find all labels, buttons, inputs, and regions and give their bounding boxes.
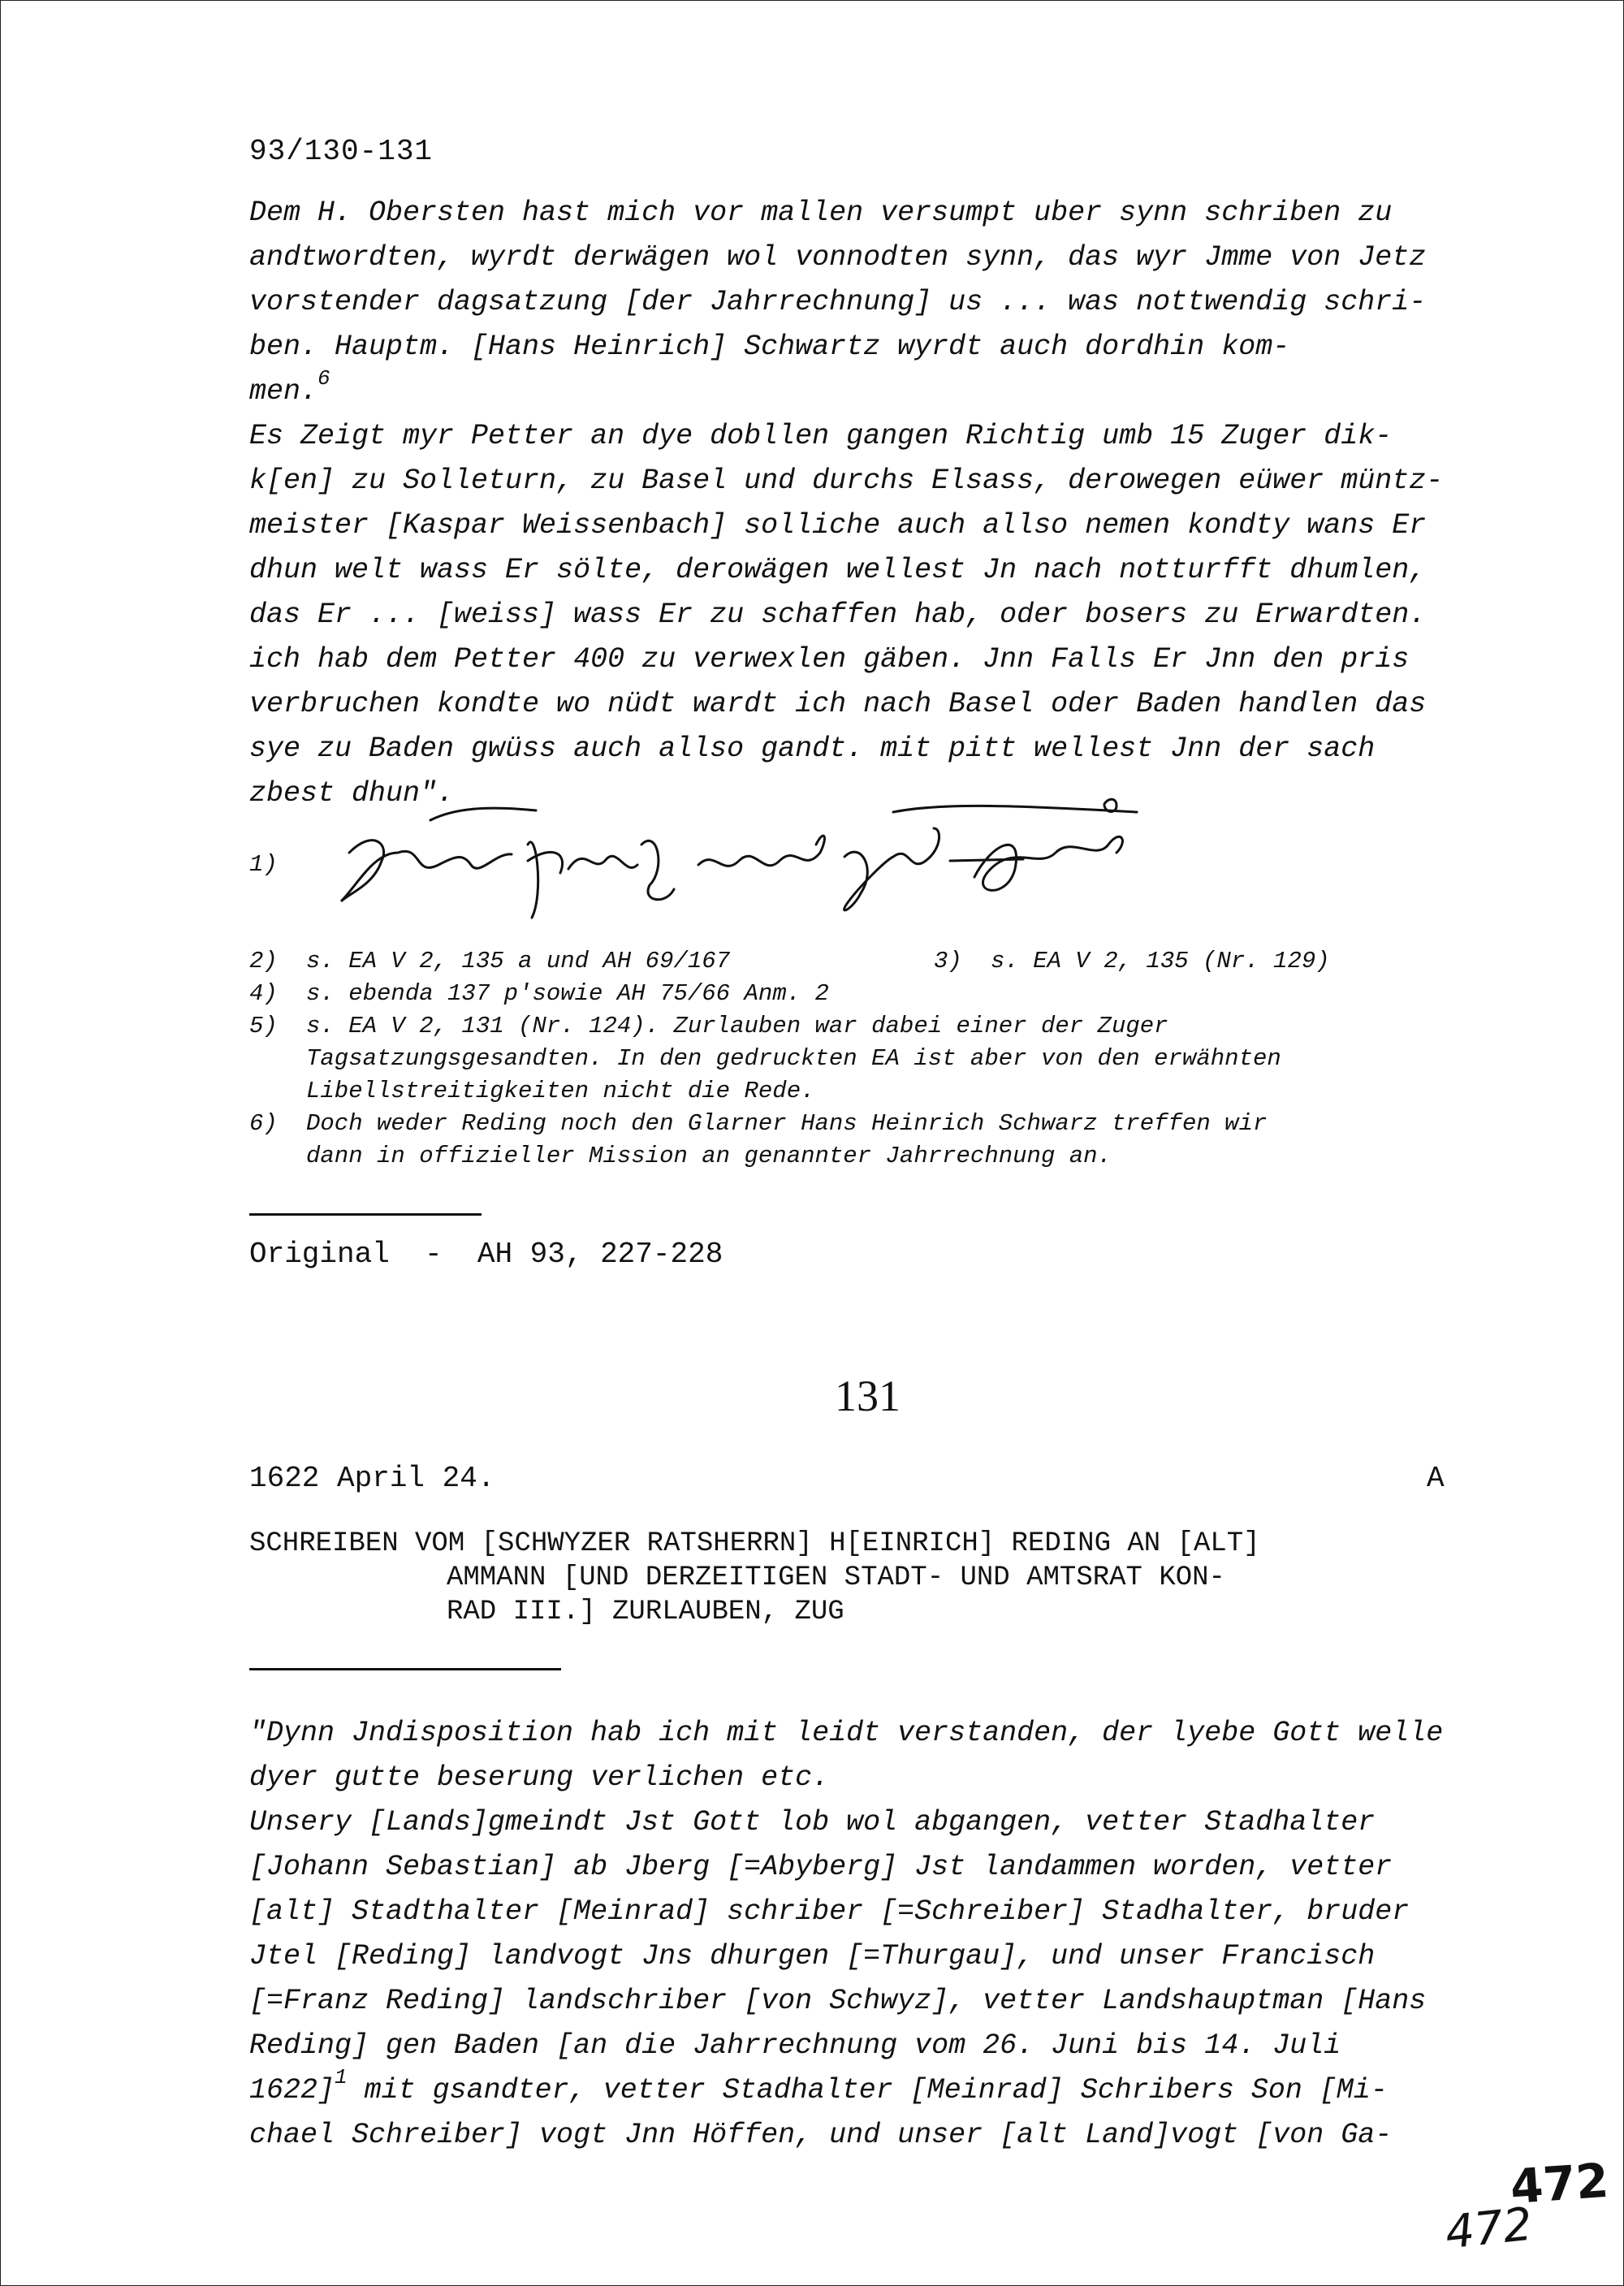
footnote-5-cont [249,1075,815,1108]
footnote-1-label: 1) [249,851,278,878]
footnote-text: Libellstreitigkeiten nicht die Rede. [306,1078,815,1104]
divider [249,1213,482,1216]
letter-line: dyer gutte beserung verlichen etc. [249,1761,830,1794]
body-line: zbest dhun". [249,777,455,810]
body-line: Dem H. Obersten hast mich vor mallen versumpt uber synn schriben zu [249,197,1393,229]
document-number: 131 [835,1372,901,1420]
footnote-text: Tagsatzungsgesandten. In den gedruckten EA ist aber von den erwähnten [306,1045,1281,1072]
page-mark-upper: 472 [1508,2152,1611,2215]
body-line: vorstender dagsatzung [der Jahrrechnung] us ... was nottwendig schri- [249,286,1427,318]
letter-line: [Johann Sebastian] ab Jberg [=Abyberg] Jst landammen worden, vetter [249,1851,1393,1883]
footnote-text: s. EA V 2, 135 a und AH 69/167 [306,948,731,974]
footnote-ref-6: 6 [317,366,330,391]
document-type-letter: A [1427,1462,1445,1495]
footnote-text: s. ebenda 137 p'sowie AH 75/66 Anm. 2 [306,980,829,1007]
body-line: verbruchen kondte wo nüdt wardt ich nach Basel oder Baden handlen das [249,688,1427,720]
footnote-4 [249,978,829,1010]
letter-line: [alt] Stadthalter [Meinrad] schriber [=Schreiber] Stadhalter, bruder [249,1895,1410,1928]
footnote-6 [249,1108,1267,1140]
document-heading-line: AMMANN [UND DERZEITIGEN STADT- UND AMTSRAT KON- [447,1562,1225,1593]
body-line-text: men. [249,375,318,408]
document-heading-line: RAD III.] ZURLAUBEN, ZUG [447,1597,844,1627]
body-line: meister [Kaspar Weissenbach] solliche auch allso nemen kondty wans Er [249,509,1427,542]
signature-handwriting [325,796,1186,926]
body-line: k[en] zu Solleturn, zu Basel und durchs Elsass, derowegen eüwer müntz- [249,465,1444,497]
document-date: 1622 April 24. [249,1462,495,1495]
body-line: Es Zeigt myr Petter an dye dobllen gangen Richtig umb 15 Zuger dik- [249,420,1393,452]
footnote-number: 5) [249,1013,278,1039]
footnote-3 [934,945,1330,978]
letter-continuation [249,191,1492,816]
footnote-text: Doch weder Reding noch den Glarner Hans Heinrich Schwarz treffen wir [306,1110,1268,1137]
letter-text [249,1711,1492,2158]
footnote-5-cont [249,1043,1281,1075]
body-line: ich hab dem Petter 400 zu verwexlen gäben. Jnn Falls Er Jnn den pris [249,643,1410,676]
footnote-text: dann in offizieller Mission an genannter Jahrrechnung an. [306,1143,1112,1169]
letter-line: [=Franz Reding] landschriber [von Schwyz], vetter Landshauptman [Hans [249,1985,1427,2017]
archive-reference: 93/130-131 [249,135,434,168]
footnote-6-cont [249,1140,1112,1173]
letter-line: "Dynn Jndisposition hab ich mit leidt verstanden, der lyebe Gott welle [249,1717,1444,1749]
footnote-number: 2) [249,948,278,974]
letter-line-text: mit gsandter, vetter Stadhalter [Meinrad] Schribers Son [Mi- [347,2074,1388,2107]
original-source: Original - AH 93, 227-228 [249,1238,723,1271]
letter-line [249,2065,1492,2113]
document-heading-line: SCHREIBEN VOM [SCHWYZER RATSHERRN] H[EINRICH] REDING AN [ALT] [249,1528,1260,1559]
body-line: sye zu Baden gwüss auch allso gandt. mit pitt wellest Jnn der sach [249,732,1376,765]
footnote-2 [249,945,730,978]
body-line: das Er ... [weiss] wass Er zu schaffen hab, oder bosers zu Erwardten. [249,599,1427,631]
letter-line: Jtel [Reding] landvogt Jns dhurgen [=Thurgau], und unser Francisch [249,1940,1376,1973]
body-line: dhun welt wass Er sölte, derowägen wellest Jn nach notturfft dhumlen, [249,554,1427,586]
letter-line: Reding] gen Baden [an die Jahrrechnung vom 26. Juni bis 14. Juli [249,2029,1341,2062]
divider [249,1668,561,1670]
letter-line: chael Schreiber] vogt Jnn Höffen, und unser [alt Land]vogt [von Ga- [249,2119,1393,2151]
footnote-number: 3) [934,948,962,974]
body-line [249,366,1492,414]
footnote-text: s. EA V 2, 135 (Nr. 129) [991,948,1330,974]
footnote-number: 4) [249,980,278,1007]
page-mark-lower: 472 [1442,2197,1535,2260]
footnote-ref-1: 1 [335,2065,348,2089]
footnote-5 [249,1010,1168,1043]
body-line: ben. Hauptm. [Hans Heinrich] Schwartz wyrdt auch dordhin kom- [249,331,1290,363]
footnote-text: s. EA V 2, 131 (Nr. 124). Zurlauben war dabei einer der Zuger [306,1013,1168,1039]
letter-line: Unsery [Lands]gmeindt Jst Gott lob wol abgangen, vetter Stadhalter [249,1806,1376,1839]
letter-line-text: 1622] [249,2074,335,2107]
body-line: andtwordten, wyrdt derwägen wol vonnodten synn, das wyr Jmme von Jetz [249,241,1427,274]
footnote-number: 6) [249,1110,278,1137]
